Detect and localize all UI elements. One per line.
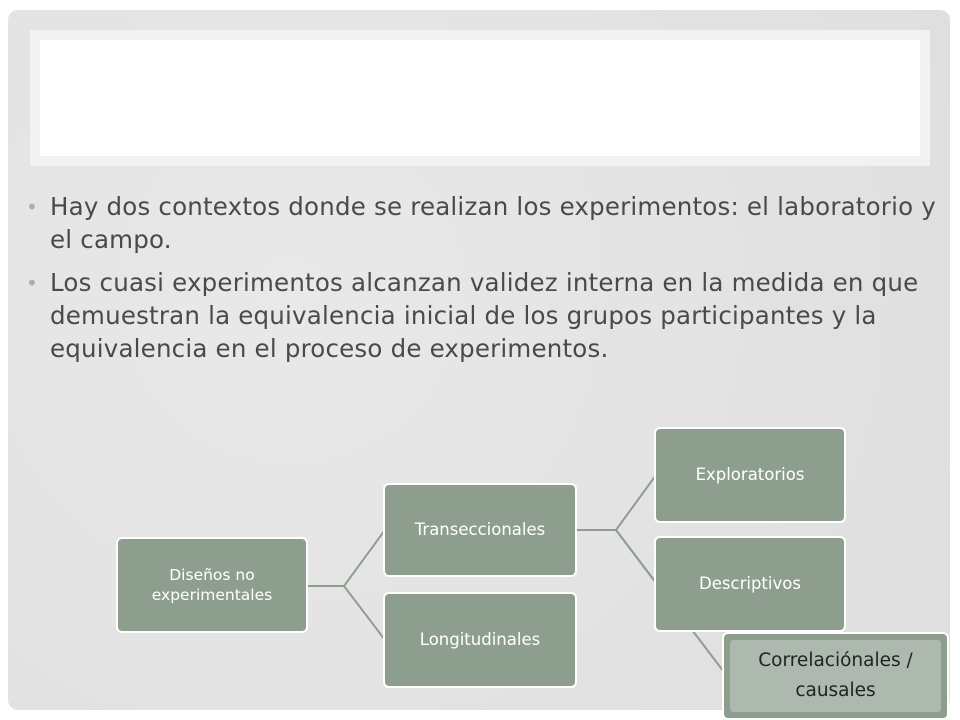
node-label: Transeccionales xyxy=(414,520,546,539)
bullet-dot-icon: • xyxy=(26,271,38,295)
node-correlacionales-causales xyxy=(722,632,949,720)
bullet-text: Los cuasi experimentos alcanzan validez interna en la medida en que demuestran la equivalencia inicial de los grupos participantes y la equivalencia en el proceso de experimentos. xyxy=(50,268,919,363)
connector-transeccionales-descriptivos xyxy=(576,530,656,583)
node-label: Exploratorios xyxy=(695,465,805,484)
connector-root-longitudinales xyxy=(307,586,385,640)
node-label: Longitudinales xyxy=(419,630,541,649)
node-label: Correlaciónales / causales xyxy=(758,650,913,701)
connector-transeccionales-exploratorios xyxy=(576,475,656,530)
connector-root-transeccionales xyxy=(307,530,385,586)
node-descriptivos xyxy=(654,536,846,632)
bullet-dot-icon: • xyxy=(26,195,38,219)
node-disenos-no-experimentales xyxy=(116,537,308,633)
node-exploratorios xyxy=(654,427,846,523)
node-transeccionales xyxy=(383,483,577,577)
node-label: Diseños no experimentales xyxy=(151,566,273,604)
node-label: Descriptivos xyxy=(699,574,801,593)
bullet-text: Hay dos contextos donde se realizan los experimentos: el laboratorio y el campo. xyxy=(50,192,936,254)
node-longitudinales xyxy=(383,592,577,688)
